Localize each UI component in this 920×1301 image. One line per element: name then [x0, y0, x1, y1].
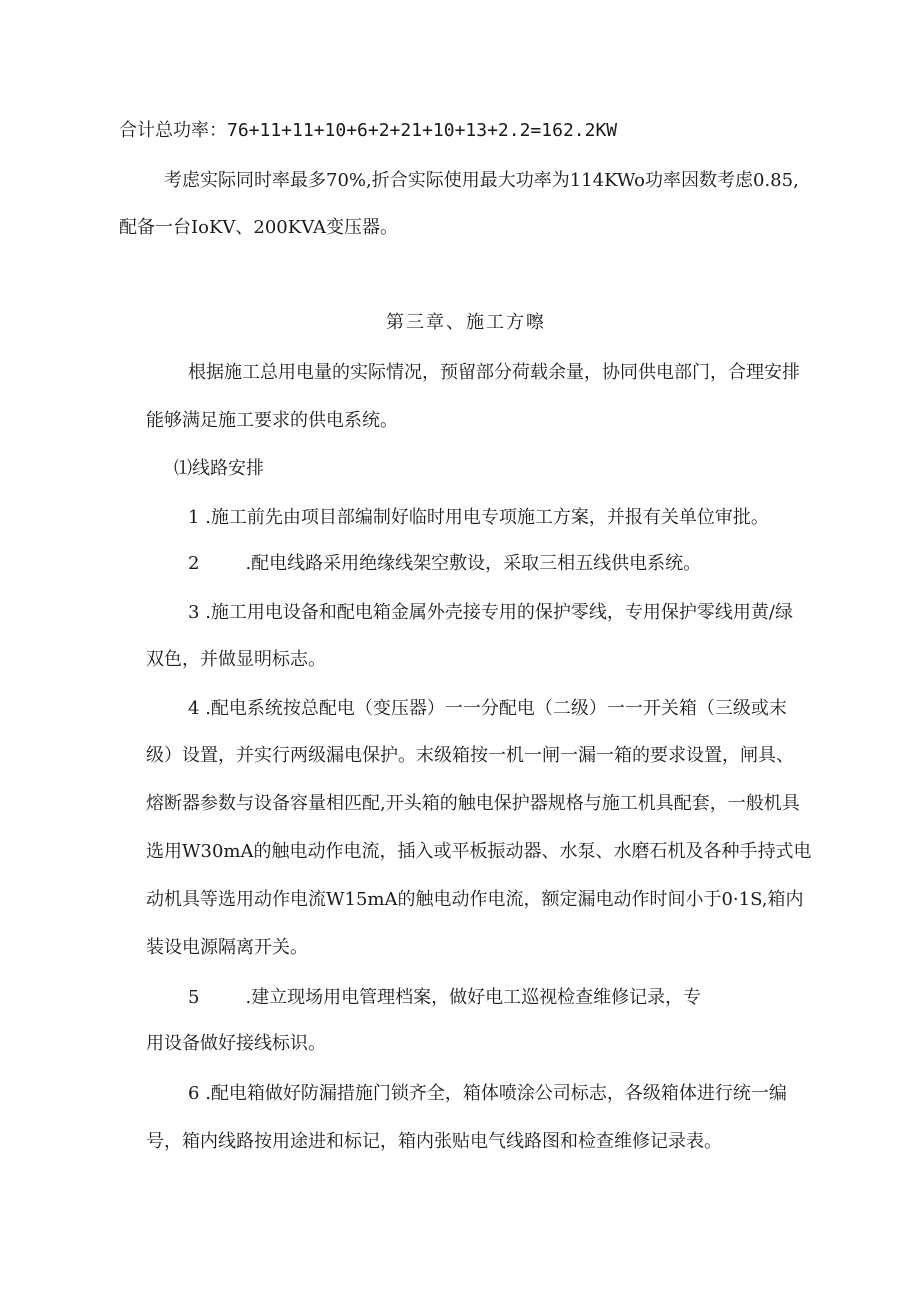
total-power-formula: 76+11+11+10+6+2+21+10+13+2.2=162.2KW [227, 120, 618, 141]
item-number: 5 [188, 987, 200, 1008]
list-item-5-cont: 用设备做好接线标识。 [146, 1033, 326, 1054]
list-item-4-cont-2: 熔断器参数与设备容量相匹配,开头箱的触电保护器规格与施工机具配套，一般机具 [146, 793, 800, 814]
coincidence-line-1: 考虑实际同时率最多70%,折合实际使用最大功率为114KWo功率因数考虑0.85, [164, 170, 799, 191]
item-number: 2 [188, 553, 200, 574]
total-power-line [119, 118, 617, 144]
item-number: 4 [188, 698, 200, 719]
item-text: .建立现场用电管理档案，做好电工巡视检查维修记录，专 [245, 987, 702, 1008]
section-heading: ⑴线路安排 [174, 458, 264, 479]
list-item-2 [188, 551, 701, 577]
list-item-4-cont-5: 装设电源隔离开关。 [146, 937, 308, 958]
intro-line-1: 根据施工总用电量的实际情况，预留部分荷载余量，协同供电部门，合理安排 [188, 362, 800, 383]
chapter-title: 第三章、施工方嚓 [386, 312, 546, 333]
item-number: 1 [188, 507, 200, 528]
list-item-4-cont-4: 动机具等选用动作电流W15mA的触电动作电流，额定漏电动作时间小于0·1S,箱内 [146, 889, 804, 910]
list-item-4-cont-1: 级）设置，并实行两级漏电保护。末级箱按一机一闸一漏一箱的要求设置，闸具、 [146, 745, 794, 766]
item-text: .施工用电设备和配电箱金属外壳接专用的保护零线，专用保护零线用黄/绿 [205, 602, 793, 623]
item-number: 3 [188, 602, 200, 623]
coincidence-line-2: 配备一台IoKV、200KVA变压器。 [119, 217, 398, 238]
item-number: 6 [188, 1083, 200, 1104]
list-item-3-cont: 双色，并做显明标志。 [146, 649, 326, 670]
item-text: .配电线路采用绝缘线架空敷设，采取三相五线供电系统。 [245, 553, 702, 574]
item-text: .配电箱做好防漏措施门锁齐全，箱体喷涂公司标志，各级箱体进行统一编 [205, 1083, 787, 1104]
list-item-4-cont-3: 选用W30mA的触电动作电流，插入或平板振动器、水泵、水磨石机及各种手持式电 [146, 841, 812, 862]
list-item-1 [188, 505, 769, 531]
list-item-5 [188, 985, 701, 1011]
total-power-label: 合计总功率： [119, 120, 227, 141]
item-text: .配电系统按总配电（变压器）一一分配电（二级）一一开关箱（三级或末 [205, 698, 787, 719]
list-item-6-cont: 号，箱内线路按用途进和标记，箱内张贴电气线路图和检查维修记录表。 [146, 1131, 722, 1152]
intro-line-2: 能够满足施工要求的供电系统。 [146, 410, 398, 431]
item-text: .施工前先由项目部编制好临时用电专项施工方案，并报有关单位审批。 [205, 507, 769, 528]
list-item-6 [188, 1081, 787, 1107]
list-item-4 [188, 696, 787, 722]
list-item-3 [188, 600, 793, 626]
